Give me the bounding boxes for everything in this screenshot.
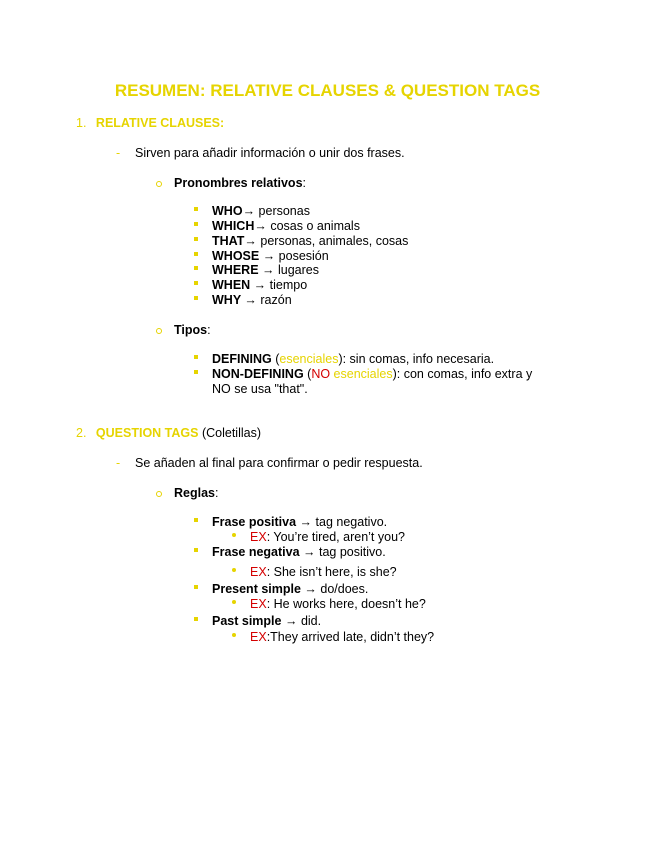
list-item — [212, 515, 387, 530]
square-bullet-icon — [194, 585, 198, 589]
circle-bullet-icon — [156, 328, 162, 334]
pronoun-desc: tiempo — [266, 278, 308, 292]
list-item — [212, 204, 310, 219]
non-defining-no: NO — [311, 367, 331, 381]
round-bullet-icon — [232, 568, 236, 572]
square-bullet-icon — [194, 222, 198, 226]
circle-bullet-icon — [156, 181, 162, 187]
pronoun-term: WHO — [212, 204, 243, 218]
example-text: : You’re tired, aren’t you? — [266, 530, 405, 544]
example-label: EX — [250, 565, 267, 579]
reglas-heading — [174, 486, 218, 501]
reglas-colon: : — [215, 486, 219, 500]
section-2-title: QUESTION TAGS — [95, 426, 199, 440]
section-1-title: RELATIVE CLAUSES: — [95, 116, 225, 130]
arrow-icon: → — [242, 204, 256, 218]
pronoun-desc: personas, animales, cosas — [256, 234, 409, 248]
example-label: EX — [250, 630, 267, 644]
pronoun-desc: lugares — [274, 263, 319, 277]
non-defining-term: NON-DEFINING — [212, 367, 304, 381]
section-2-number: 2. — [76, 426, 87, 440]
arrow-icon: → — [262, 249, 276, 263]
circle-bullet-icon — [156, 491, 162, 497]
square-bullet-icon — [194, 296, 198, 300]
pronoun-desc: posesión — [275, 249, 329, 263]
example-line — [250, 630, 434, 645]
square-bullet-icon — [194, 617, 198, 621]
pronoun-term: THAT — [212, 234, 245, 248]
arrow-icon: → — [244, 234, 257, 248]
list-item — [212, 234, 408, 249]
square-bullet-icon — [194, 207, 198, 211]
section-2-heading — [76, 426, 261, 441]
pronoun-term: WHERE — [212, 263, 262, 277]
rule-desc: tag negativo. — [315, 515, 388, 529]
example-text: :They arrived late, didn’t they? — [266, 630, 435, 644]
dash-bullet: - — [116, 456, 121, 470]
example-text: : She isn’t here, is she? — [266, 565, 397, 579]
square-bullet-icon — [194, 548, 198, 552]
tipos-label: Tipos — [174, 323, 208, 337]
non-defining-line2: NO se usa "that". — [212, 382, 308, 396]
square-bullet-icon — [194, 237, 198, 241]
pronoun-term: WHY — [212, 293, 245, 307]
arrow-icon: → — [299, 545, 319, 559]
square-bullet-icon — [194, 355, 198, 359]
defining-note: esenciales — [279, 352, 339, 366]
square-bullet-icon — [194, 370, 198, 374]
pronoun-term: WHEN — [212, 278, 254, 292]
example-line — [250, 530, 405, 545]
round-bullet-icon — [232, 533, 236, 537]
defining-term: DEFINING — [212, 352, 272, 366]
arrow-icon: → — [300, 582, 321, 596]
section-1-heading — [76, 116, 224, 131]
example-label: EX — [250, 597, 267, 611]
arrow-icon: → — [253, 278, 267, 292]
round-bullet-icon — [232, 600, 236, 604]
list-item — [212, 278, 307, 293]
non-defining-desc: ): con comas, info extra y — [392, 367, 533, 381]
pronombres-colon: : — [302, 176, 306, 190]
example-label: EX — [250, 530, 267, 544]
arrow-icon: → — [281, 614, 301, 628]
rule-desc: did. — [300, 614, 322, 628]
list-item — [212, 352, 494, 367]
example-line — [250, 597, 426, 612]
list-item — [212, 293, 292, 308]
list-item — [212, 249, 329, 264]
section-1-intro: Sirven para añadir información o unir dos frases. — [135, 146, 405, 160]
arrow-icon: → — [254, 219, 267, 233]
paren-open: ( — [303, 367, 312, 381]
tipos-colon: : — [207, 323, 211, 337]
arrow-icon: → — [244, 293, 257, 307]
rule-desc: do/does. — [320, 582, 369, 596]
list-item — [212, 614, 321, 629]
pronoun-term: WHOSE — [212, 249, 263, 263]
arrow-icon: → — [296, 515, 316, 529]
defining-desc: ): sin comas, info necesaria. — [338, 352, 495, 366]
pronombres-heading — [174, 176, 306, 191]
section-2-intro: Se añaden al final para confirmar o pedir respuesta. — [135, 456, 423, 470]
pronombres-label: Pronombres relativos — [174, 176, 303, 190]
example-text: : He works here, doesn’t he? — [266, 597, 426, 611]
reglas-label: Reglas — [174, 486, 215, 500]
rule-term: Past simple — [212, 614, 282, 628]
rule-desc: tag positivo. — [319, 545, 386, 559]
square-bullet-icon — [194, 252, 198, 256]
pronoun-desc: razón — [256, 293, 292, 307]
rule-term: Frase negativa — [212, 545, 300, 559]
square-bullet-icon — [194, 281, 198, 285]
example-line — [250, 565, 397, 580]
pronoun-desc: personas — [255, 204, 310, 218]
list-item — [212, 582, 368, 597]
list-item — [212, 367, 532, 382]
rule-term: Present simple — [212, 582, 301, 596]
dash-bullet: - — [116, 146, 121, 160]
list-item — [212, 263, 319, 278]
tipos-heading — [174, 323, 211, 338]
arrow-icon: → — [262, 263, 275, 277]
page-title: RESUMEN: RELATIVE CLAUSES & QUESTION TAGS — [114, 81, 541, 100]
square-bullet-icon — [194, 518, 198, 522]
pronoun-term: WHICH — [212, 219, 255, 233]
pronoun-desc: cosas o animals — [266, 219, 360, 233]
rule-term: Frase positiva — [212, 515, 297, 529]
round-bullet-icon — [232, 633, 236, 637]
non-defining-note: esenciales — [330, 367, 393, 381]
square-bullet-icon — [194, 266, 198, 270]
list-item — [212, 219, 360, 234]
section-1-number: 1. — [76, 116, 87, 130]
paren-open: ( — [271, 352, 280, 366]
section-2-subtitle: (Coletillas) — [198, 426, 261, 440]
list-item — [212, 545, 386, 560]
